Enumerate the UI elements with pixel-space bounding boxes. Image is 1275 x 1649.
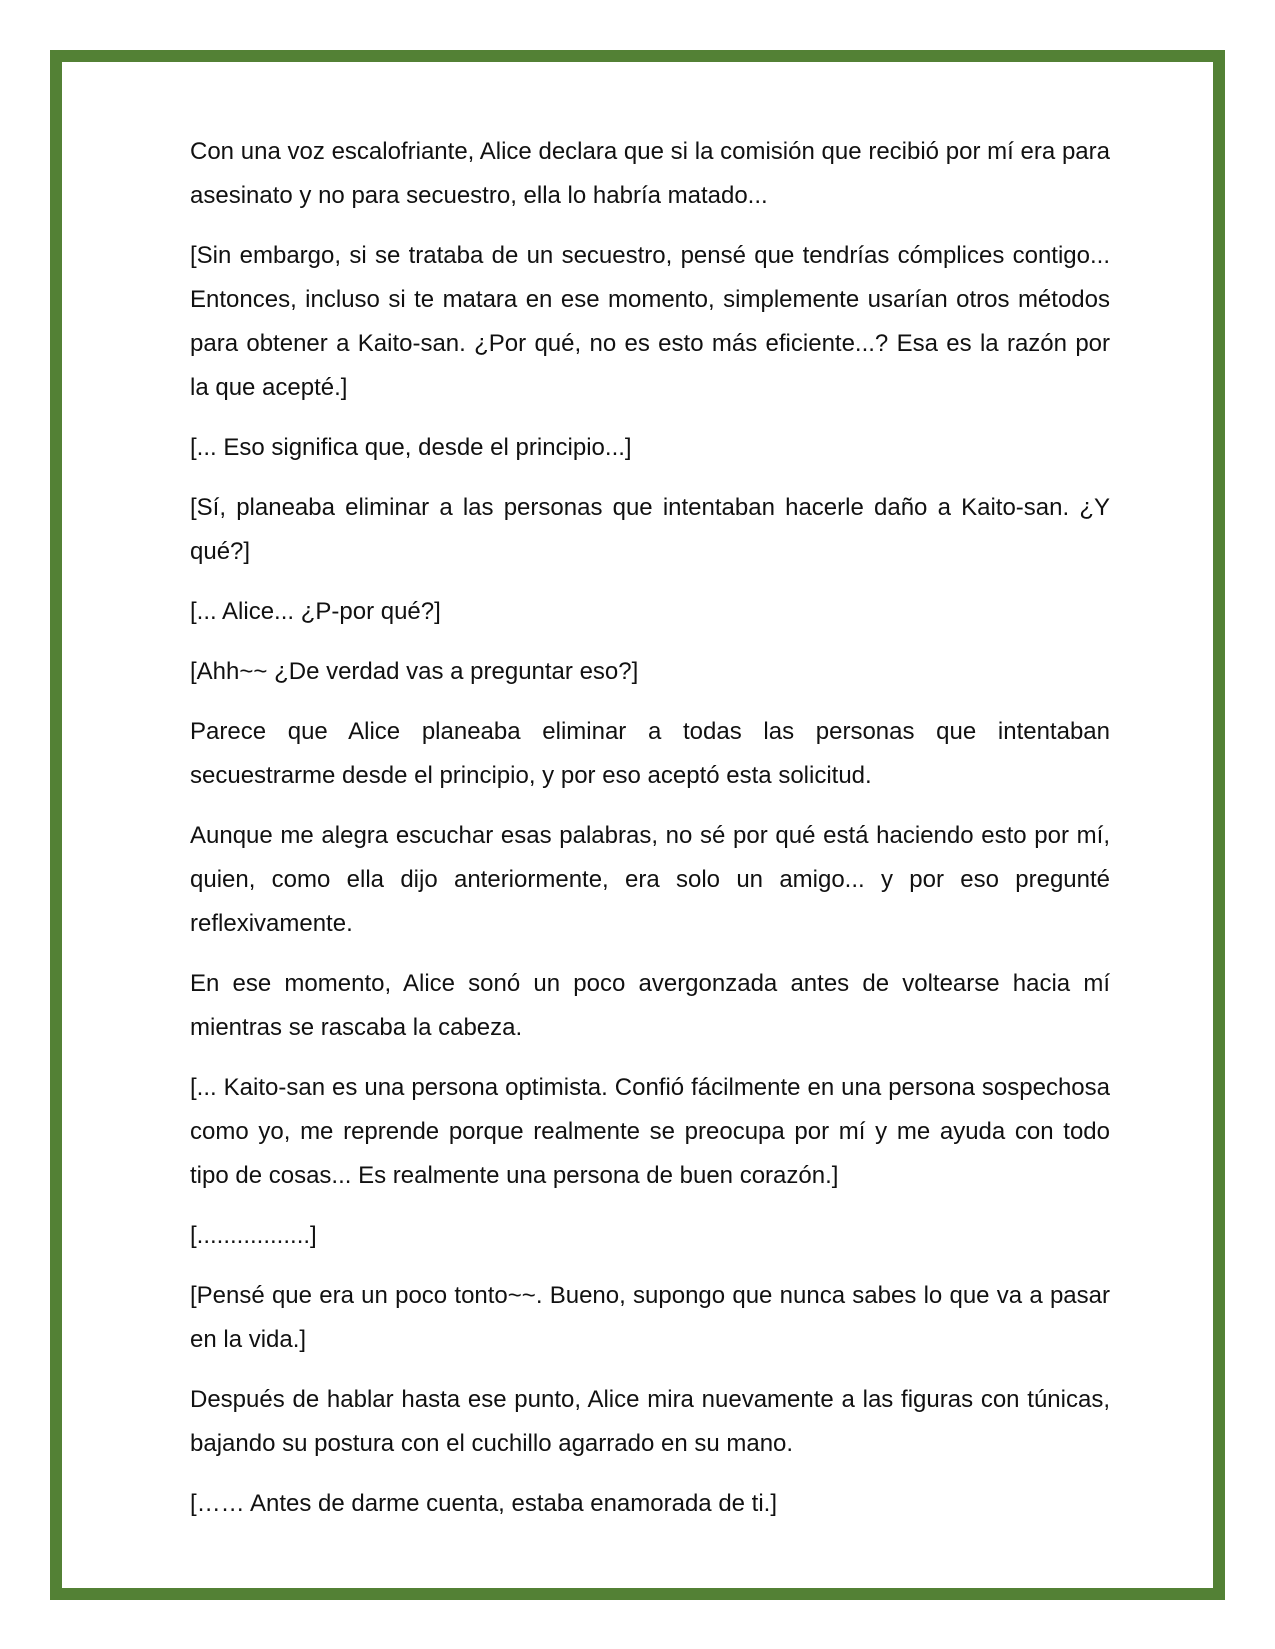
paragraph: Después de hablar hasta ese punto, Alice mira nuevamente a las figuras con túnicas, bajando su postura con el cuchillo agarrado en su mano.: [190, 1386, 1110, 1457]
paragraph: [.................]: [190, 1222, 317, 1249]
paragraph: Parece que Alice planeaba eliminar a todas las personas que intentaban secuestrarme desde el principio, y por eso aceptó esta solicitud.: [190, 718, 1110, 789]
paragraph: [Sin embargo, si se trataba de un secuestro, pensé que tendrías cómplices contigo... Entonces, incluso si te matara en ese momento, simplemente usarían otros métodos para obtener a Kaito-san. ¿Por qué, no es esto más eficiente...? Esa es la razón por la que acepté.]: [190, 242, 1110, 401]
paragraph: [Ahh~~ ¿De verdad vas a preguntar eso?]: [190, 658, 639, 685]
paragraph: [Pensé que era un poco tonto~~. Bueno, supongo que nunca sabes lo que va a pasar en la vida.]: [190, 1282, 1110, 1353]
paragraph: [... Alice... ¿P-por qué?]: [190, 598, 441, 625]
paragraph: [... Kaito-san es una persona optimista. Confió fácilmente en una persona sospechosa como yo, me reprende porque realmente se preocupa por mí y me ayuda con todo tipo de cosas... Es realmente una persona de buen corazón.]: [190, 1074, 1110, 1189]
document-body: [190, 130, 1110, 1542]
paragraph: Con una voz escalofriante, Alice declara que si la comisión que recibió por mí era para asesinato y no para secuestro, ella lo habría matado...: [190, 138, 1110, 209]
paragraph: [Sí, planeaba eliminar a las personas que intentaban hacerle daño a Kaito-san. ¿Y qué?]: [190, 494, 1110, 565]
paragraph: Aunque me alegra escuchar esas palabras, no sé por qué está haciendo esto por mí, quien, como ella dijo anteriormente, era solo un amigo... y por eso pregunté reflexivamente.: [190, 822, 1110, 937]
paragraph: En ese momento, Alice sonó un poco avergonzada antes de voltearse hacia mí mientras se rascaba la cabeza.: [190, 970, 1110, 1041]
paragraph: [... Eso significa que, desde el principio...]: [190, 434, 632, 461]
paragraph: […… Antes de darme cuenta, estaba enamorada de ti.]: [190, 1490, 778, 1517]
page-border-frame: [50, 50, 1225, 1600]
